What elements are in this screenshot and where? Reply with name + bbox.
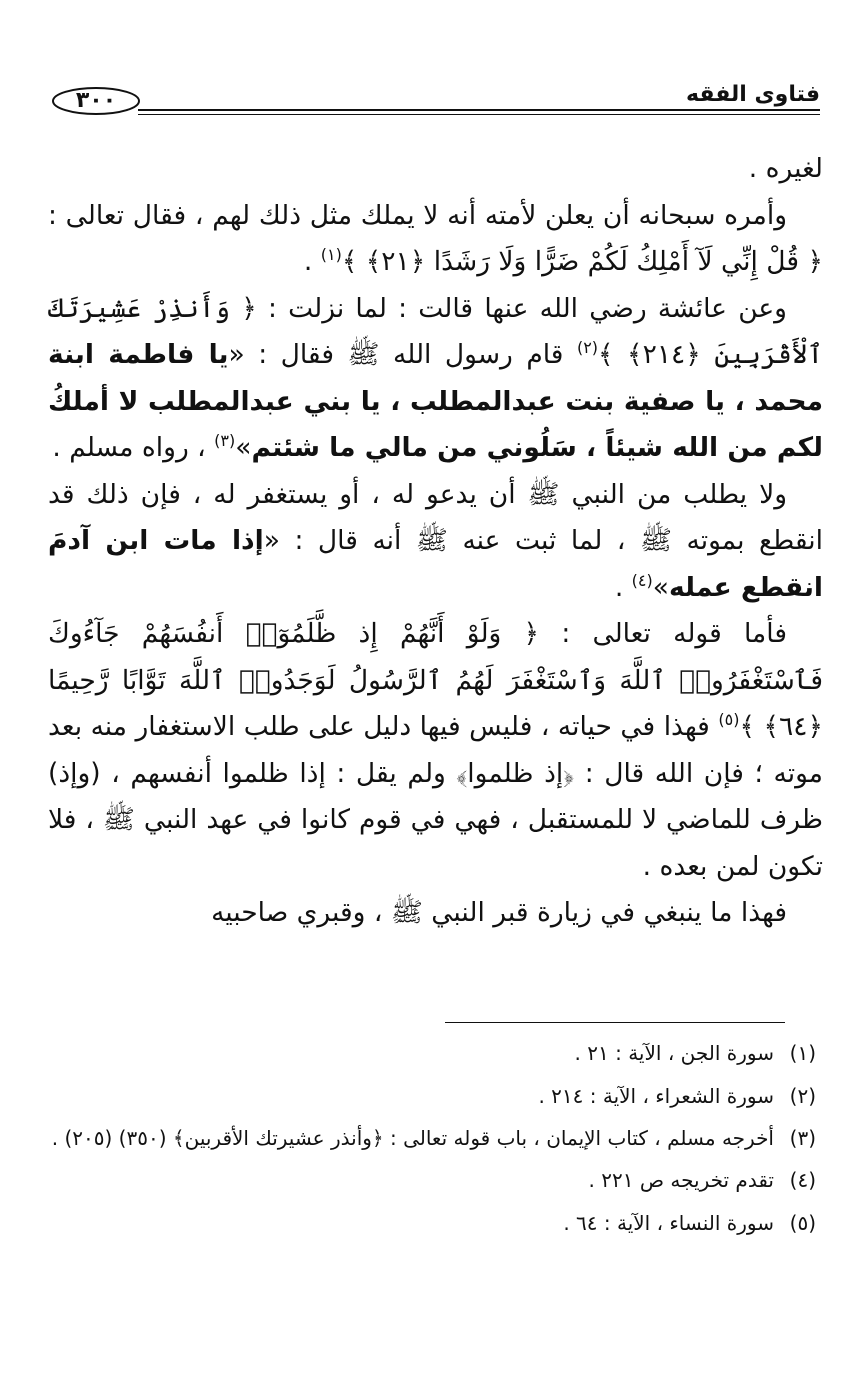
paragraph bbox=[48, 890, 823, 937]
footnote-number: (٢) bbox=[789, 1084, 816, 1108]
text-run: » bbox=[235, 432, 252, 463]
paragraph bbox=[48, 611, 823, 890]
paragraph bbox=[48, 286, 823, 472]
header-rule bbox=[138, 109, 820, 111]
paragraph bbox=[48, 193, 823, 286]
footnote-number: (٥) bbox=[789, 1211, 816, 1235]
footnote-separator bbox=[445, 1022, 785, 1023]
text-run: فهذا ما ينبغي في زيارة قبر النبي ﷺ ، وقبري صاحبيه bbox=[211, 897, 787, 928]
text-run: . bbox=[303, 246, 321, 277]
footnote-ref: (٤) bbox=[631, 570, 653, 590]
hadith-text: يا فاطمة ابنة محمد ، يا صفية بنت عبدالمطلب ، يا بني عبدالمطلب لا أملكُ لكم من الله شيئاً ، سَلُوني من مالي ما شئتم bbox=[48, 339, 823, 463]
text-run: ولا يطلب من النبي ﷺ أن يدعو له ، أو يستغفر له ، فإن ذلك قد انقطع بموته ﷺ ، لما ثبت عنه ﷺ أنه قال : « bbox=[48, 478, 824, 556]
footnote bbox=[48, 1120, 816, 1156]
footnote bbox=[48, 1204, 816, 1242]
footnote-text: سورة النساء ، الآية : ٦٤ . bbox=[563, 1211, 774, 1235]
footnote-text: تقدم تخريجه ص ٢٢١ . bbox=[588, 1168, 774, 1192]
hadith-text: إذا مات ابن آدمَ انقطع عمله bbox=[48, 525, 823, 603]
footnote bbox=[48, 1034, 816, 1072]
footnote-ref: (١) bbox=[320, 245, 342, 265]
text-run: فأما قوله تعالى : bbox=[561, 618, 787, 649]
text-run: . bbox=[614, 571, 632, 603]
footnote-ref: (٣) bbox=[214, 431, 236, 451]
quoted-phrase: ﴿إذ ظلموا﴾ bbox=[456, 757, 575, 789]
text-run: فهذا في حياته ، فليس فيها دليل على طلب الاستغفار منه بعد موته ؛ فإن الله قال : bbox=[48, 711, 823, 789]
text-run: ، رواه مسلم . bbox=[52, 432, 215, 463]
text-run: وأمره سبحانه أن يعلن لأمته أنه لا يملك مثل ذلك لهم ، فقال تعالى : bbox=[48, 199, 787, 231]
text-run: قام رسول الله ﷺ فقال : « bbox=[228, 339, 577, 370]
page-number: ٣٠٠ bbox=[75, 88, 117, 113]
footnote bbox=[48, 1077, 816, 1115]
main-text bbox=[48, 146, 823, 937]
footnote-text: سورة الشعراء ، الآية : ٢١٤ . bbox=[538, 1084, 774, 1108]
header-rule-thin bbox=[138, 114, 820, 115]
footnote-text: أخرجه مسلم ، كتاب الإيمان ، باب قوله تعالى : ﴿وأنذر عشيرتك الأقربين﴾ (٣٥٠) (٢٠٥) . bbox=[51, 1126, 774, 1150]
text-run: ولم يقل : إذا ظلموا أنفسهم ، (وإذ) ظرف للماضي لا للمستقبل ، فهي في قوم كانوا في عهد النبي ﷺ ، فلا تكون لمن بعده . bbox=[48, 757, 823, 882]
footnote-text: سورة الجن ، الآية : ٢١ . bbox=[574, 1041, 774, 1065]
quran-verse: ﴿ وَأَنذِرْ عَشِيرَتَكَ ٱلْأَقْرَبِينَ ﴿٢١٤﴾ ﴾ bbox=[48, 292, 823, 370]
quran-verse: ﴿ قُلْ إِنِّي لَآ أَمْلِكُ لَكُمْ ضَرًّا وَلَا رَشَدًا ﴿٢١﴾ ﴾ bbox=[341, 246, 823, 277]
paragraph bbox=[48, 146, 823, 193]
quran-verse: ﴿ وَلَوْ أَنَّهُمْ إِذ ظَّلَمُوٓا۟ أَنفُسَهُمْ جَآءُوكَ فَٱسْتَغْفَرُوا۟ ٱللَّهَ وَٱسْتَغْفَرَ لَهُمُ ٱلرَّسُولُ لَوَجَدُوا۟ ٱللَّهَ تَوَّابًا رَّحِيمًا ﴿٦٤﴾ ﴾ bbox=[48, 618, 823, 742]
footnote-ref: (٢) bbox=[576, 338, 599, 358]
page-header bbox=[50, 82, 820, 122]
text-run: » bbox=[652, 571, 669, 603]
text-run: لغيره . bbox=[748, 153, 823, 184]
footnote-ref: (٥) bbox=[718, 710, 740, 730]
running-title: فتاوى الفقه bbox=[686, 82, 820, 107]
page-number-badge bbox=[50, 86, 142, 116]
paragraph bbox=[48, 472, 823, 612]
footnote-number: (٣) bbox=[789, 1126, 816, 1150]
footnote-number: (١) bbox=[789, 1041, 816, 1065]
footnote bbox=[48, 1161, 816, 1199]
footnote-number: (٤) bbox=[789, 1168, 816, 1192]
footnotes bbox=[48, 1034, 816, 1247]
text-run: وعن عائشة رضي الله عنها قالت : لما نزلت : bbox=[267, 292, 787, 324]
